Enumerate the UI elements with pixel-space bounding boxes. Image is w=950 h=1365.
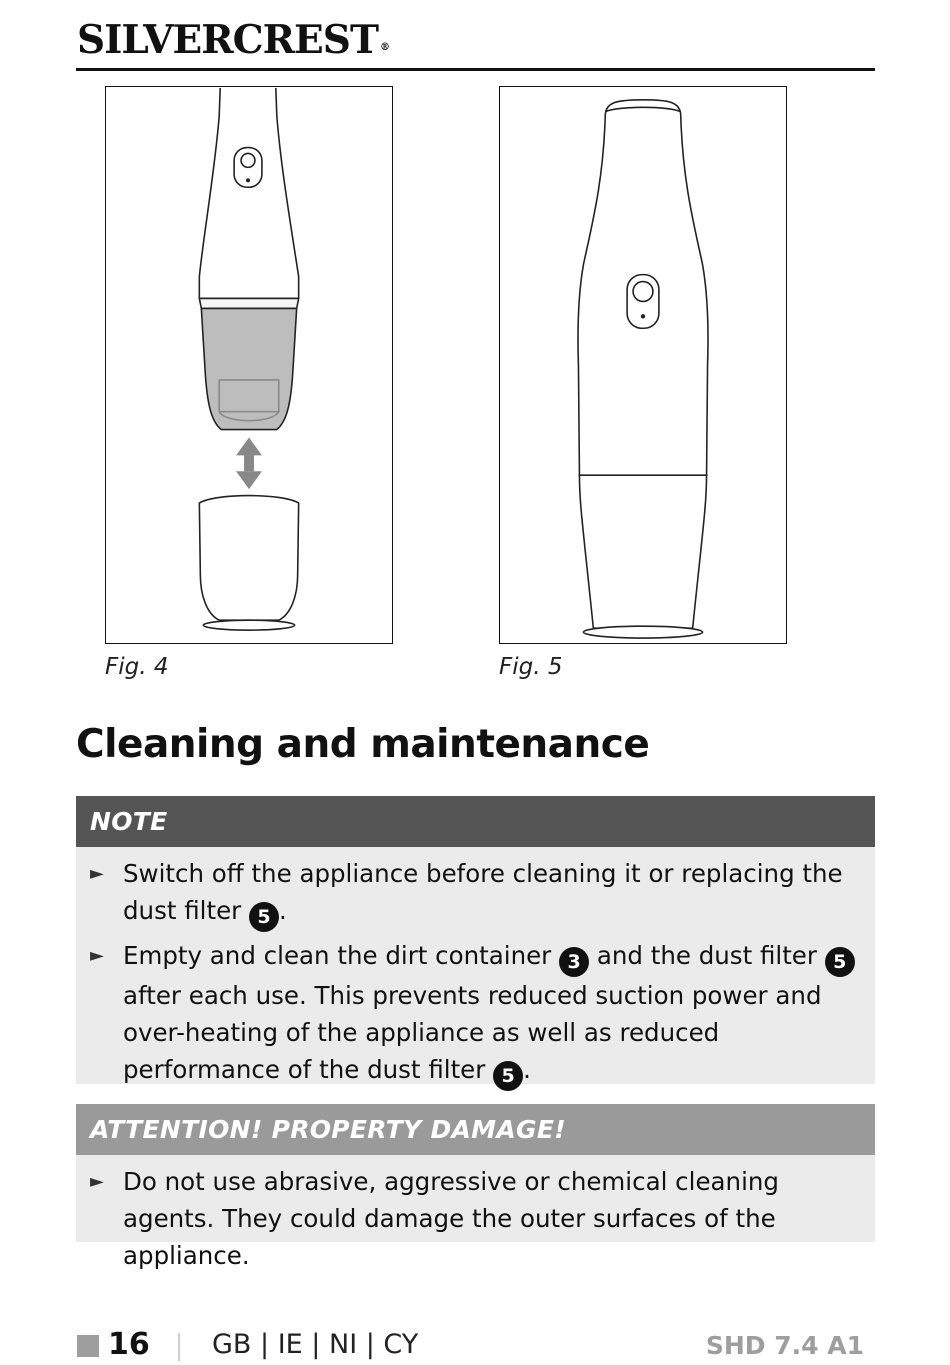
note-item-2-text-c: after each use. This prevents reduced suction power and over-heating of the appliance as well as reduced performance of the dust filter [123,981,822,1084]
note-box [76,796,875,1087]
part-number-badge: 5 [825,947,855,977]
note-item-1-end: . [279,896,287,925]
note-item-2-text-a: Empty and clean the dirt container [123,941,560,970]
page-number: 16 [108,1327,150,1362]
note-list [76,847,875,1091]
figure-4-illustration [105,86,393,644]
footer-divider [178,1333,180,1361]
registered-mark: ® [379,42,389,53]
footer-languages: GB | IE | NI | CY [212,1329,419,1360]
attention-item-1-text: Do not use abrasive, aggressive or chemical cleaning agents. They could damage the outer surfaces of the appliance. [123,1167,779,1270]
header-rule [76,68,875,71]
part-number-badge: 5 [493,1061,523,1091]
section-title: Cleaning and maintenance [76,722,650,767]
figure-5-caption: Fig. 5 [499,654,563,680]
page-footer [0,1325,950,1365]
bullet-arrow-icon: ► [90,863,104,884]
note-item-2-end: . [523,1055,531,1084]
note-item-1-text: Switch off the appliance before cleaning it or replacing the dust filter [123,859,843,925]
note-item-2-text-b: and the dust filter [589,941,825,970]
attention-list [76,1155,875,1274]
footer-square-marker [77,1335,99,1357]
brand-logo [77,16,389,64]
note-item-2 [76,937,875,1091]
bullet-arrow-icon: ► [90,945,104,966]
note-title: NOTE [76,796,875,847]
figure-4-caption: Fig. 4 [105,654,169,680]
bullet-arrow-icon: ► [90,1171,104,1192]
part-number-badge: 3 [559,947,589,977]
attention-title: ATTENTION! PROPERTY DAMAGE! [76,1104,875,1155]
attention-box [76,1104,875,1270]
part-number-badge: 5 [249,902,279,932]
brand-name: SILVERCREST [77,17,378,63]
figure-5-illustration [499,86,787,644]
attention-item-1 [76,1163,875,1274]
model-number: SHD 7.4 A1 [705,1331,864,1360]
note-item-1 [76,855,875,932]
